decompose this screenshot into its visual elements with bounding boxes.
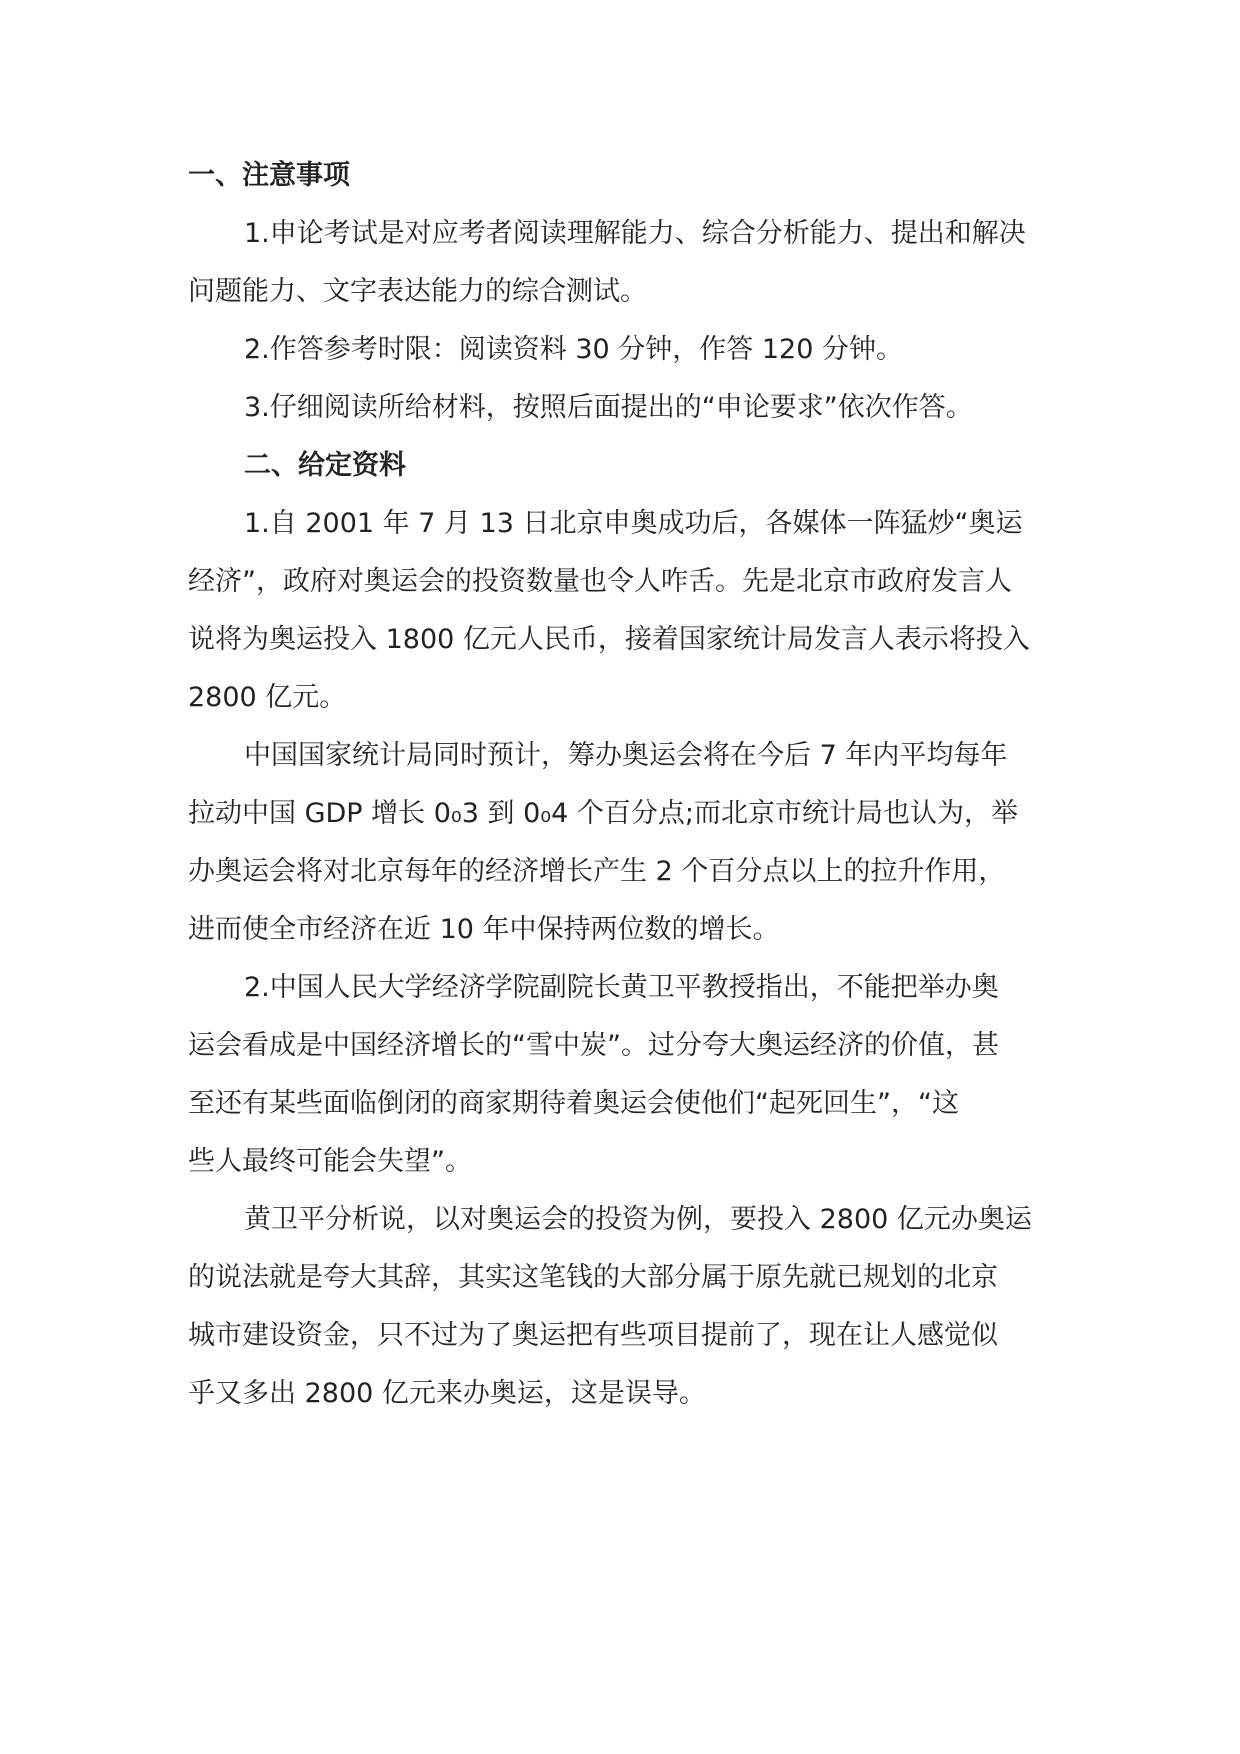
notes-item-2: 2.作答参考时限：阅读资料 30 分钟，作答 120 分钟。 bbox=[244, 334, 903, 365]
paragraph-3-line-1: 2.中国人民大学经济学院副院长黄卫平教授指出，不能把举办奥 bbox=[244, 972, 999, 1003]
paragraph-1-line-2: 经济”，政府对奥运会的投资数量也令人咋舌。先是北京市政府发言人 bbox=[188, 566, 1012, 597]
paragraph-4-line-1: 黄卫平分析说，以对奥运会的投资为例，要投入 2800 亿元办奥运 bbox=[244, 1204, 1032, 1235]
notes-item-1-line-2: 问题能力、文字表达能力的综合测试。 bbox=[188, 276, 647, 307]
notes-item-3: 3.仔细阅读所给材料，按照后面提出的“申论要求”依次作答。 bbox=[244, 392, 973, 423]
paragraph-3-line-2: 运会看成是中国经济增长的“雪中炭”。过分夸大奥运经济的价值，甚 bbox=[188, 1030, 999, 1061]
section-heading-materials: 二、给定资料 bbox=[244, 450, 406, 481]
notes-item-1-line-1: 1.申论考试是对应考者阅读理解能力、综合分析能力、提出和解决 bbox=[244, 218, 1026, 249]
paragraph-2-line-3: 办奥运会将对北京每年的经济增长产生 2 个百分点以上的拉升作用， bbox=[188, 856, 1006, 887]
paragraph-2-line-2: 拉动中国 GDP 增长 0₀3 到 0₀4 个百分点;而北京市统计局也认为，举 bbox=[188, 798, 1018, 829]
paragraph-4-line-2: 的说法就是夸大其辞，其实这笔钱的大部分属于原先就已规划的北京 bbox=[188, 1262, 998, 1293]
paragraph-1-line-4: 2800 亿元。 bbox=[188, 682, 347, 713]
paragraph-1-line-1: 1.自 2001 年 7 月 13 日北京申奥成功后，各媒体一阵猛炒“奥运 bbox=[244, 508, 1023, 539]
paragraph-4-line-3: 城市建设资金，只不过为了奥运把有些项目提前了，现在让人感觉似 bbox=[188, 1320, 998, 1351]
paragraph-3-line-4: 些人最终可能会失望”。 bbox=[188, 1146, 472, 1177]
paragraph-2-line-4: 进而使全市经济在近 10 年中保持两位数的增长。 bbox=[188, 914, 780, 945]
paragraph-1-line-3: 说将为奥运投入 1800 亿元人民币，接着国家统计局发言人表示将投入 bbox=[188, 624, 1030, 655]
paragraph-4-line-4: 乎又多出 2800 亿元来办奥运，这是误导。 bbox=[188, 1378, 706, 1409]
section-heading-notes: 一、注意事项 bbox=[188, 160, 350, 191]
paragraph-3-line-3: 至还有某些面临倒闭的商家期待着奥运会使他们“起死回生”，“这 bbox=[188, 1088, 959, 1119]
paragraph-2-line-1: 中国国家统计局同时预计，筹办奥运会将在今后 7 年内平均每年 bbox=[244, 740, 1008, 771]
